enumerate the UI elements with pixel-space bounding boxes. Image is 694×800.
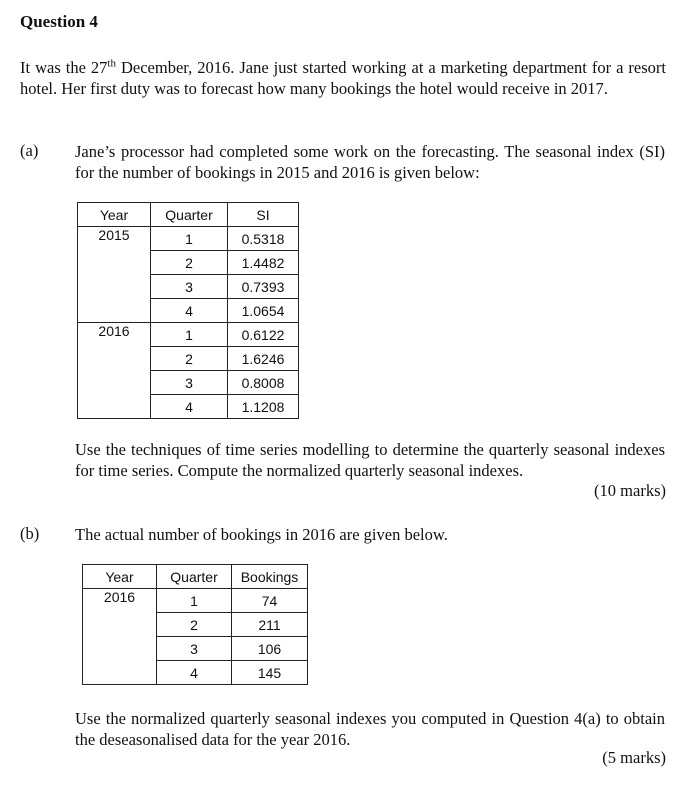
header-year: Year [83, 565, 157, 589]
header-quarter: Quarter [157, 565, 232, 589]
header-quarter: Quarter [151, 203, 228, 227]
intro-text-start: It was the 27 [20, 58, 108, 77]
bookings-cell: 74 [232, 589, 308, 613]
table-header-row [83, 565, 308, 589]
bookings-table [82, 564, 308, 685]
header-si: SI [228, 203, 299, 227]
bookings-cell: 145 [232, 661, 308, 685]
quarter-cell: 4 [157, 661, 232, 685]
si-cell: 1.0654 [228, 299, 299, 323]
si-cell: 0.6122 [228, 323, 299, 347]
intro-paragraph [20, 57, 666, 99]
part-b-text: The actual number of bookings in 2016 are given below. [75, 525, 448, 544]
si-cell: 1.4482 [228, 251, 299, 275]
quarter-cell: 4 [151, 299, 228, 323]
quarter-cell: 2 [151, 251, 228, 275]
quarter-cell: 1 [151, 227, 228, 251]
year-cell: 2016 [78, 323, 151, 419]
si-cell: 1.6246 [228, 347, 299, 371]
intro-text-end: December, 2016. Jane just started working at a marketing department for a resort hotel. Her first duty was to forecast how many bookings the hotel would receive in 2017. [20, 58, 666, 98]
header-year: Year [78, 203, 151, 227]
seasonal-index-table [77, 202, 299, 419]
quarter-cell: 1 [151, 323, 228, 347]
part-a-label: (a) [20, 141, 39, 160]
bookings-cell: 106 [232, 637, 308, 661]
table-header-row [78, 203, 299, 227]
quarter-cell: 2 [151, 347, 228, 371]
table-row [78, 323, 299, 347]
part-a-text: Jane’s processor had completed some work on the forecasting. The seasonal index (SI) for the number of bookings in 2015 and 2016 is given below: [75, 142, 665, 182]
year-cell: 2015 [98, 227, 130, 243]
part-b-label: (b) [20, 524, 40, 543]
intro-superscript: th [107, 57, 116, 70]
quarter-cell: 2 [157, 613, 232, 637]
quarter-cell: 3 [157, 637, 232, 661]
part-b-instruction: Use the normalized quarterly seasonal indexes you computed in Question 4(a) to obtain the deseasonalised data for the year 2016. [75, 709, 665, 749]
part-b-marks: (5 marks) [602, 748, 666, 767]
question-title: Question 4 [20, 12, 98, 31]
year-cell: 2016 [103, 589, 136, 605]
si-cell: 0.5318 [228, 227, 299, 251]
quarter-cell: 1 [157, 589, 232, 613]
header-bookings: Bookings [232, 565, 308, 589]
si-cell: 1.1208 [228, 395, 299, 419]
quarter-cell: 3 [151, 371, 228, 395]
table-row [83, 589, 308, 613]
quarter-cell: 4 [151, 395, 228, 419]
si-cell: 0.8008 [228, 371, 299, 395]
si-cell: 0.7393 [228, 275, 299, 299]
quarter-cell: 3 [151, 275, 228, 299]
part-a-marks: (10 marks) [594, 481, 666, 500]
bookings-cell: 211 [232, 613, 308, 637]
table-row [78, 227, 299, 251]
part-a-instruction: Use the techniques of time series modelling to determine the quarterly seasonal indexes for time series. Compute the normalized quarterly seasonal indexes. [75, 440, 665, 480]
